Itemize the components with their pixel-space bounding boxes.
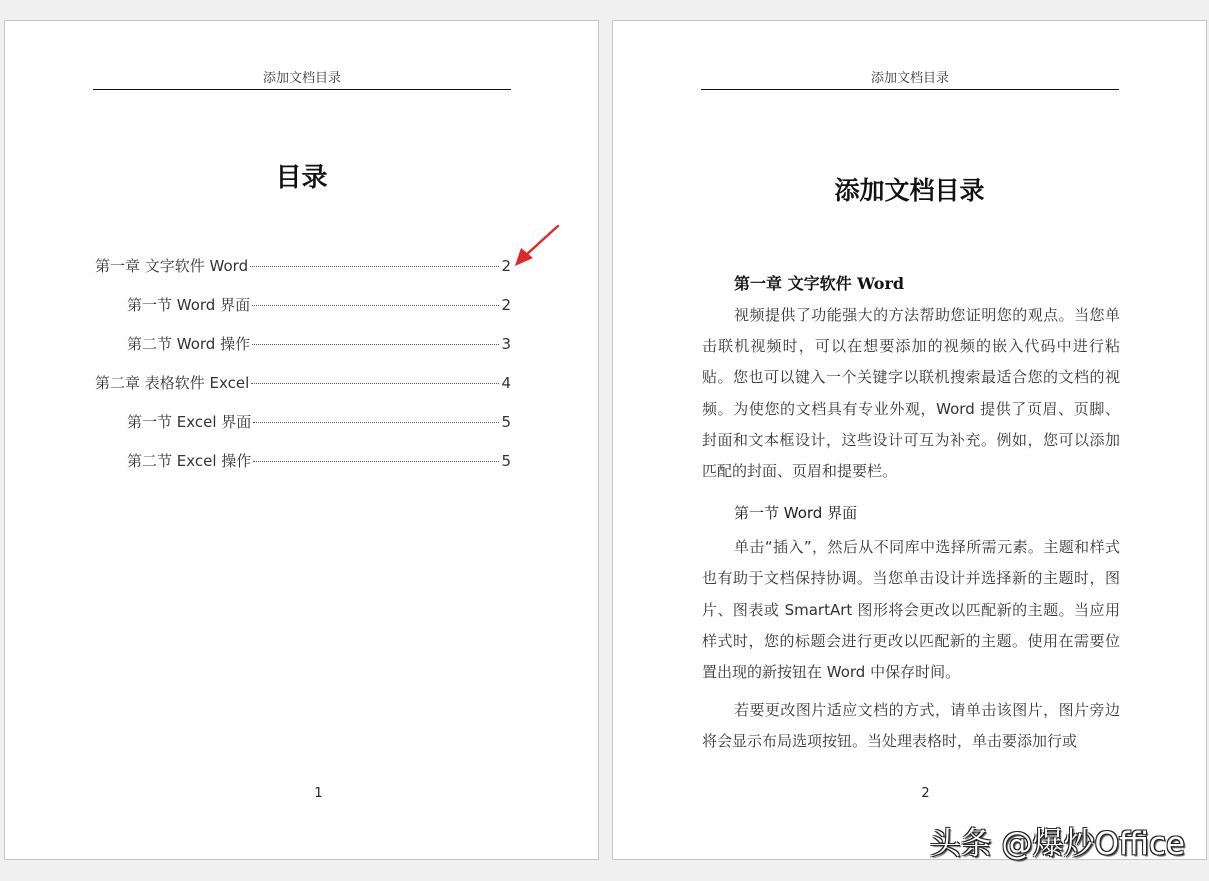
- toc-entry[interactable]: [95, 255, 511, 294]
- toc-entry-label: 第一节 Excel 界面: [127, 413, 252, 431]
- toc-entry-label: 第一章 文字软件 Word: [95, 257, 249, 275]
- red-arrow-icon: [513, 224, 563, 270]
- dot-leader: [253, 422, 499, 423]
- page-number: 1: [314, 786, 323, 801]
- toc-entry[interactable]: [95, 450, 511, 489]
- section-heading: 第一节 Word 界面: [734, 504, 858, 523]
- body-paragraph: 单击“插入”，然后从不同库中选择所需元素。主题和样式也有助于文档保持协调。当您单击设计并选择新的主题时，图片、图表或 SmartArt 图形将会更改以匹配新的主题。当应用样式时，您的标题会进行更改以匹配新的主题。使用在需要位置出现的新按钮在 Word 中保存时间。: [702, 538, 1120, 682]
- header-divider: [93, 89, 511, 90]
- chapter-heading: 第一章 文字软件 Word: [734, 274, 905, 293]
- toc-entry-page: 2: [501, 257, 511, 275]
- toc-entry-page: 5: [501, 413, 511, 431]
- dot-leader: [250, 266, 499, 267]
- document-page-1: [4, 20, 599, 860]
- toc-entry-label: 第二章 表格软件 Excel: [95, 374, 250, 392]
- document-body: [702, 268, 1120, 765]
- dot-leader: [253, 461, 499, 462]
- document-page-2: [612, 20, 1207, 860]
- toc-entry[interactable]: [95, 333, 511, 372]
- dot-leader: [252, 305, 499, 306]
- toc-entry-label: 第二节 Excel 操作: [127, 452, 252, 470]
- page-header: 添加文档目录: [262, 71, 341, 86]
- body-paragraph: 若要更改图片适应文档的方式，请单击该图片，图片旁边将会显示布局选项按钮。当处理表格时，单击要添加行或: [702, 701, 1120, 751]
- toc-entry-label: 第一节 Word 界面: [127, 296, 251, 314]
- toc-entry-page: 3: [501, 335, 511, 353]
- page-header: 添加文档目录: [870, 71, 949, 86]
- toc-entry[interactable]: [95, 294, 511, 333]
- header-divider: [701, 89, 1119, 90]
- table-of-contents: [95, 255, 511, 489]
- document-title: 添加文档目录: [834, 176, 985, 205]
- dot-leader: [251, 383, 499, 384]
- toc-entry-page: 5: [501, 452, 511, 470]
- toc-entry[interactable]: [95, 372, 511, 411]
- toc-entry-page: 2: [501, 296, 511, 314]
- toc-entry-page: 4: [501, 374, 511, 392]
- page-number: 2: [921, 786, 930, 801]
- toc-title: 目录: [275, 163, 328, 193]
- toc-entry[interactable]: [95, 411, 511, 450]
- watermark: 头条 @爆炒Office: [929, 826, 1185, 862]
- body-paragraph: 视频提供了功能强大的方法帮助您证明您的观点。当您单击联机视频时，可以在想要添加的视频的嵌入代码中进行粘贴。您也可以键入一个关键字以联机搜索最适合您的文档的视频。为使您的文档具有专业外观，Word 提供了页眉、页脚、封面和文本框设计，这些设计可互为补充。例如，您可以添加匹配的封面、页眉和提要栏。: [702, 306, 1120, 481]
- dot-leader: [252, 344, 499, 345]
- toc-entry-label: 第二节 Word 操作: [127, 335, 251, 353]
